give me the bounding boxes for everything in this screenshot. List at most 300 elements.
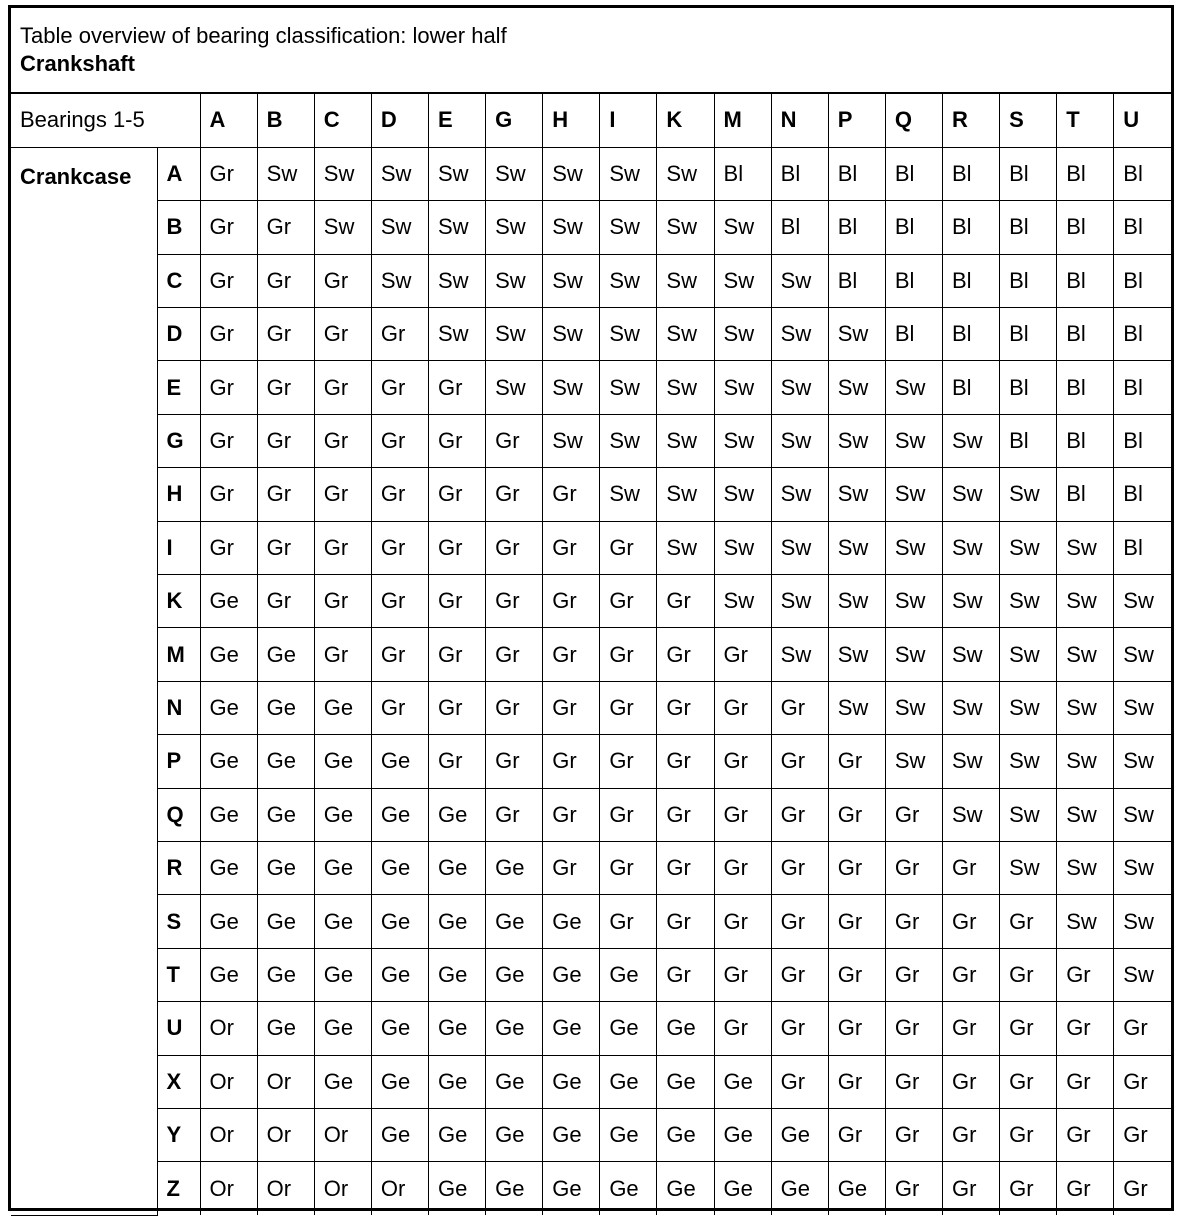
table-cell: Sw bbox=[600, 201, 657, 254]
table-cell: Ge bbox=[257, 948, 314, 1001]
table-row bbox=[11, 468, 1171, 521]
table-cell: Bl bbox=[1057, 414, 1114, 467]
table-cell: Ge bbox=[486, 948, 543, 1001]
table-cell: Sw bbox=[885, 521, 942, 574]
table-cell: Sw bbox=[1114, 841, 1171, 894]
table-cell: Gr bbox=[486, 414, 543, 467]
table-cell: Gr bbox=[885, 1162, 942, 1215]
row-header: E bbox=[157, 361, 200, 414]
table-cell: Ge bbox=[428, 1162, 485, 1215]
table-cell: Gr bbox=[714, 948, 771, 1001]
table-cell: Bl bbox=[942, 147, 999, 200]
bearing-classification-table-frame bbox=[8, 5, 1174, 1211]
table-cell: Sw bbox=[942, 468, 999, 521]
table-cell: Ge bbox=[428, 841, 485, 894]
table-row bbox=[11, 628, 1171, 681]
table-cell: Bl bbox=[1057, 201, 1114, 254]
table-row bbox=[11, 841, 1171, 894]
row-header: A bbox=[157, 147, 200, 200]
table-cell: Sw bbox=[828, 521, 885, 574]
table-cell: Sw bbox=[1000, 468, 1057, 521]
table-cell: Sw bbox=[1057, 788, 1114, 841]
column-header: P bbox=[828, 94, 885, 147]
table-cell: Gr bbox=[314, 308, 371, 361]
table-cell: Ge bbox=[543, 1002, 600, 1055]
table-cell: Ge bbox=[314, 895, 371, 948]
table-cell: Sw bbox=[828, 414, 885, 467]
table-cell: Or bbox=[200, 1108, 257, 1161]
bearing-classification-grid bbox=[11, 94, 1171, 1216]
table-row bbox=[11, 681, 1171, 734]
table-cell: Sw bbox=[942, 628, 999, 681]
table-row bbox=[11, 1055, 1171, 1108]
table-cell: Or bbox=[257, 1055, 314, 1108]
table-cell: Gr bbox=[1057, 1162, 1114, 1215]
column-header: K bbox=[657, 94, 714, 147]
table-cell: Sw bbox=[486, 201, 543, 254]
table-cell: Sw bbox=[600, 468, 657, 521]
table-cell: Or bbox=[371, 1162, 428, 1215]
table-cell: Gr bbox=[885, 841, 942, 894]
table-cell: Sw bbox=[942, 414, 999, 467]
table-cell: Sw bbox=[314, 201, 371, 254]
table-cell: Gr bbox=[486, 735, 543, 788]
row-header: B bbox=[157, 201, 200, 254]
table-cell: Gr bbox=[885, 1108, 942, 1161]
table-cell: Gr bbox=[657, 948, 714, 1001]
table-cell: Bl bbox=[1057, 308, 1114, 361]
table-cell: Gr bbox=[200, 254, 257, 307]
table-cell: Ge bbox=[200, 735, 257, 788]
table-title: Table overview of bearing classification: lower half bbox=[20, 23, 507, 48]
row-header: T bbox=[157, 948, 200, 1001]
table-cell: Gr bbox=[1000, 1055, 1057, 1108]
column-header: D bbox=[371, 94, 428, 147]
table-cell: Gr bbox=[428, 681, 485, 734]
table-cell: Ge bbox=[486, 1055, 543, 1108]
table-row bbox=[11, 147, 1171, 200]
table-cell: Bl bbox=[885, 254, 942, 307]
table-cell: Ge bbox=[486, 841, 543, 894]
table-cell: Ge bbox=[543, 948, 600, 1001]
table-cell: Gr bbox=[371, 414, 428, 467]
table-cell: Sw bbox=[771, 254, 828, 307]
table-cell: Gr bbox=[257, 201, 314, 254]
table-cell: Gr bbox=[600, 788, 657, 841]
table-cell: Gr bbox=[657, 895, 714, 948]
table-cell: Gr bbox=[1114, 1108, 1171, 1161]
row-header: Q bbox=[157, 788, 200, 841]
table-cell: Gr bbox=[600, 521, 657, 574]
table-cell: Ge bbox=[428, 1002, 485, 1055]
table-cell: Ge bbox=[200, 788, 257, 841]
table-cell: Gr bbox=[371, 575, 428, 628]
table-cell: Gr bbox=[486, 575, 543, 628]
table-cell: Bl bbox=[1114, 361, 1171, 414]
table-cell: Gr bbox=[771, 895, 828, 948]
table-cell: Ge bbox=[657, 1002, 714, 1055]
table-cell: Ge bbox=[714, 1055, 771, 1108]
table-cell: Gr bbox=[543, 575, 600, 628]
table-cell: Ge bbox=[371, 895, 428, 948]
table-cell: Gr bbox=[543, 468, 600, 521]
table-cell: Ge bbox=[371, 788, 428, 841]
table-cell: Sw bbox=[1114, 628, 1171, 681]
table-cell: Gr bbox=[200, 201, 257, 254]
table-row bbox=[11, 1108, 1171, 1161]
table-cell: Or bbox=[200, 1055, 257, 1108]
table-cell: Gr bbox=[543, 735, 600, 788]
table-cell: Ge bbox=[314, 788, 371, 841]
table-cell: Ge bbox=[771, 1108, 828, 1161]
table-cell: Sw bbox=[657, 147, 714, 200]
table-cell: Sw bbox=[486, 361, 543, 414]
table-cell: Gr bbox=[600, 575, 657, 628]
row-header: S bbox=[157, 895, 200, 948]
table-cell: Gr bbox=[771, 681, 828, 734]
table-cell: Gr bbox=[771, 788, 828, 841]
table-cell: Sw bbox=[1000, 681, 1057, 734]
table-cell: Sw bbox=[1000, 841, 1057, 894]
table-cell: Gr bbox=[428, 414, 485, 467]
column-header: N bbox=[771, 94, 828, 147]
table-cell: Ge bbox=[200, 575, 257, 628]
table-cell: Bl bbox=[1000, 308, 1057, 361]
row-header: N bbox=[157, 681, 200, 734]
table-cell: Gr bbox=[486, 681, 543, 734]
table-cell: Ge bbox=[428, 895, 485, 948]
table-cell: Sw bbox=[942, 521, 999, 574]
table-cell: Sw bbox=[771, 468, 828, 521]
table-cell: Gr bbox=[771, 735, 828, 788]
table-cell: Sw bbox=[1000, 735, 1057, 788]
table-cell: Sw bbox=[714, 575, 771, 628]
row-header: D bbox=[157, 308, 200, 361]
table-cell: Sw bbox=[1057, 521, 1114, 574]
table-cell: Gr bbox=[942, 841, 999, 894]
table-cell: Gr bbox=[371, 681, 428, 734]
table-cell: Ge bbox=[543, 1108, 600, 1161]
table-cell: Bl bbox=[942, 308, 999, 361]
table-cell: Sw bbox=[1057, 628, 1114, 681]
table-cell: Sw bbox=[1114, 575, 1171, 628]
table-cell: Gr bbox=[885, 1055, 942, 1108]
table-cell: Gr bbox=[314, 521, 371, 574]
table-cell: Sw bbox=[885, 681, 942, 734]
table-cell: Bl bbox=[828, 201, 885, 254]
table-cell: Bl bbox=[1000, 147, 1057, 200]
table-cell: Sw bbox=[428, 147, 485, 200]
table-cell: Gr bbox=[1057, 1055, 1114, 1108]
table-cell: Sw bbox=[714, 201, 771, 254]
table-cell: Gr bbox=[600, 841, 657, 894]
table-cell: Ge bbox=[257, 841, 314, 894]
table-cell: Sw bbox=[1000, 788, 1057, 841]
row-header: G bbox=[157, 414, 200, 467]
table-cell: Gr bbox=[771, 948, 828, 1001]
row-header: P bbox=[157, 735, 200, 788]
table-cell: Gr bbox=[200, 147, 257, 200]
table-cell: Sw bbox=[1057, 575, 1114, 628]
table-cell: Gr bbox=[257, 308, 314, 361]
row-header: M bbox=[157, 628, 200, 681]
table-cell: Bl bbox=[885, 147, 942, 200]
table-cell: Bl bbox=[1057, 361, 1114, 414]
table-cell: Sw bbox=[885, 735, 942, 788]
table-cell: Gr bbox=[543, 521, 600, 574]
table-cell: Ge bbox=[657, 1055, 714, 1108]
table-cell: Sw bbox=[543, 254, 600, 307]
table-cell: Bl bbox=[1057, 147, 1114, 200]
table-cell: Bl bbox=[1114, 414, 1171, 467]
table-cell: Gr bbox=[257, 575, 314, 628]
table-cell: Gr bbox=[657, 788, 714, 841]
table-row bbox=[11, 361, 1171, 414]
table-cell: Sw bbox=[714, 521, 771, 574]
table-cell: Ge bbox=[486, 1162, 543, 1215]
table-cell: Gr bbox=[486, 521, 543, 574]
table-cell: Gr bbox=[257, 521, 314, 574]
table-cell: Gr bbox=[1114, 1002, 1171, 1055]
table-cell: Ge bbox=[371, 948, 428, 1001]
table-cell: Sw bbox=[1000, 575, 1057, 628]
column-header: I bbox=[600, 94, 657, 147]
table-cell: Gr bbox=[371, 468, 428, 521]
table-cell: Sw bbox=[771, 308, 828, 361]
table-row bbox=[11, 1162, 1171, 1215]
table-cell: Gr bbox=[714, 735, 771, 788]
table-cell: Ge bbox=[600, 948, 657, 1001]
row-header: C bbox=[157, 254, 200, 307]
column-header: R bbox=[942, 94, 999, 147]
table-cell: Sw bbox=[371, 147, 428, 200]
table-cell: Gr bbox=[314, 468, 371, 521]
table-row bbox=[11, 895, 1171, 948]
table-cell: Gr bbox=[314, 575, 371, 628]
table-cell: Sw bbox=[657, 201, 714, 254]
table-cell: Sw bbox=[657, 414, 714, 467]
table-cell: Gr bbox=[1000, 948, 1057, 1001]
table-cell: Ge bbox=[200, 841, 257, 894]
header-row bbox=[11, 94, 1171, 147]
table-cell: Gr bbox=[657, 735, 714, 788]
table-cell: Or bbox=[257, 1108, 314, 1161]
table-cell: Bl bbox=[828, 254, 885, 307]
table-cell: Sw bbox=[657, 254, 714, 307]
table-cell: Gr bbox=[828, 1002, 885, 1055]
corner-label: Bearings 1-5 bbox=[11, 94, 200, 147]
table-cell: Ge bbox=[486, 1108, 543, 1161]
column-header: M bbox=[714, 94, 771, 147]
table-cell: Gr bbox=[428, 361, 485, 414]
column-header: T bbox=[1057, 94, 1114, 147]
table-cell: Sw bbox=[885, 628, 942, 681]
table-cell: Ge bbox=[486, 895, 543, 948]
column-header: S bbox=[1000, 94, 1057, 147]
table-cell: Gr bbox=[1057, 1002, 1114, 1055]
table-cell: Sw bbox=[486, 254, 543, 307]
table-cell: Ge bbox=[428, 788, 485, 841]
table-cell: Sw bbox=[1114, 948, 1171, 1001]
table-cell: Ge bbox=[428, 948, 485, 1001]
table-cell: Ge bbox=[371, 735, 428, 788]
table-cell: Sw bbox=[828, 308, 885, 361]
row-header: R bbox=[157, 841, 200, 894]
table-cell: Sw bbox=[942, 788, 999, 841]
table-cell: Sw bbox=[1057, 841, 1114, 894]
table-row bbox=[11, 201, 1171, 254]
table-cell: Gr bbox=[486, 628, 543, 681]
row-header: Z bbox=[157, 1162, 200, 1215]
table-cell: Bl bbox=[942, 201, 999, 254]
table-row bbox=[11, 788, 1171, 841]
table-cell: Ge bbox=[828, 1162, 885, 1215]
table-cell: Ge bbox=[314, 735, 371, 788]
table-cell: Sw bbox=[1114, 735, 1171, 788]
table-cell: Gr bbox=[428, 628, 485, 681]
table-cell: Gr bbox=[200, 414, 257, 467]
table-cell: Bl bbox=[1000, 361, 1057, 414]
table-cell: Sw bbox=[428, 254, 485, 307]
table-cell: Gr bbox=[314, 361, 371, 414]
table-cell: Or bbox=[200, 1002, 257, 1055]
table-cell: Or bbox=[314, 1108, 371, 1161]
table-cell: Ge bbox=[657, 1162, 714, 1215]
table-cell: Ge bbox=[314, 1002, 371, 1055]
table-cell: Gr bbox=[657, 628, 714, 681]
table-cell: Gr bbox=[1000, 1108, 1057, 1161]
table-cell: Gr bbox=[600, 628, 657, 681]
table-cell: Gr bbox=[657, 841, 714, 894]
table-cell: Sw bbox=[428, 308, 485, 361]
table-cell: Sw bbox=[1057, 895, 1114, 948]
table-cell: Sw bbox=[771, 521, 828, 574]
table-cell: Sw bbox=[1000, 628, 1057, 681]
table-cell: Ge bbox=[600, 1002, 657, 1055]
row-header: Y bbox=[157, 1108, 200, 1161]
column-header: H bbox=[543, 94, 600, 147]
table-cell: Gr bbox=[942, 1055, 999, 1108]
table-cell: Ge bbox=[771, 1162, 828, 1215]
table-cell: Ge bbox=[314, 948, 371, 1001]
table-cell: Sw bbox=[771, 414, 828, 467]
table-cell: Sw bbox=[885, 575, 942, 628]
table-cell: Sw bbox=[486, 147, 543, 200]
table-cell: Gr bbox=[885, 788, 942, 841]
table-cell: Gr bbox=[942, 1108, 999, 1161]
table-cell: Sw bbox=[1114, 788, 1171, 841]
table-cell: Gr bbox=[1057, 1108, 1114, 1161]
table-caption bbox=[11, 8, 1171, 94]
table-cell: Gr bbox=[657, 681, 714, 734]
table-row bbox=[11, 1002, 1171, 1055]
table-cell: Gr bbox=[600, 895, 657, 948]
table-cell: Bl bbox=[1057, 468, 1114, 521]
table-cell: Gr bbox=[942, 895, 999, 948]
table-cell: Gr bbox=[428, 735, 485, 788]
table-cell: Sw bbox=[885, 361, 942, 414]
table-cell: Sw bbox=[543, 308, 600, 361]
table-cell: Bl bbox=[1114, 521, 1171, 574]
table-cell: Sw bbox=[371, 201, 428, 254]
table-cell: Sw bbox=[942, 575, 999, 628]
table-row bbox=[11, 254, 1171, 307]
table-cell: Gr bbox=[257, 468, 314, 521]
table-cell: Gr bbox=[486, 468, 543, 521]
table-cell: Ge bbox=[543, 1055, 600, 1108]
table-cell: Ge bbox=[543, 895, 600, 948]
table-cell: Gr bbox=[771, 1002, 828, 1055]
table-cell: Ge bbox=[200, 628, 257, 681]
table-cell: Gr bbox=[828, 841, 885, 894]
row-header: X bbox=[157, 1055, 200, 1108]
row-header: H bbox=[157, 468, 200, 521]
table-cell: Gr bbox=[771, 1055, 828, 1108]
table-cell: Sw bbox=[828, 575, 885, 628]
table-cell: Bl bbox=[1000, 414, 1057, 467]
table-cell: Gr bbox=[1114, 1055, 1171, 1108]
column-header: Q bbox=[885, 94, 942, 147]
table-cell: Gr bbox=[942, 1002, 999, 1055]
table-cell: Gr bbox=[257, 361, 314, 414]
table-cell: Sw bbox=[314, 147, 371, 200]
table-cell: Ge bbox=[600, 1162, 657, 1215]
table-cell: Ge bbox=[600, 1055, 657, 1108]
table-cell: Bl bbox=[828, 147, 885, 200]
table-cell: Bl bbox=[942, 254, 999, 307]
table-cell: Bl bbox=[1000, 254, 1057, 307]
table-cell: Ge bbox=[486, 1002, 543, 1055]
table-cell: Gr bbox=[428, 575, 485, 628]
table-cell: Gr bbox=[200, 308, 257, 361]
table-cell: Sw bbox=[600, 414, 657, 467]
table-cell: Gr bbox=[1114, 1162, 1171, 1215]
table-cell: Gr bbox=[828, 1108, 885, 1161]
table-cell: Sw bbox=[1114, 895, 1171, 948]
table-row bbox=[11, 575, 1171, 628]
table-cell: Ge bbox=[371, 1108, 428, 1161]
table-cell: Gr bbox=[885, 948, 942, 1001]
table-cell: Bl bbox=[1114, 468, 1171, 521]
table-cell: Gr bbox=[371, 628, 428, 681]
table-cell: Gr bbox=[828, 788, 885, 841]
table-cell: Sw bbox=[885, 468, 942, 521]
table-cell: Gr bbox=[428, 468, 485, 521]
table-cell: Sw bbox=[543, 201, 600, 254]
table-cell: Ge bbox=[657, 1108, 714, 1161]
table-cell: Sw bbox=[657, 361, 714, 414]
table-cell: Ge bbox=[314, 841, 371, 894]
table-cell: Sw bbox=[714, 361, 771, 414]
table-cell: Ge bbox=[257, 788, 314, 841]
table-cell: Sw bbox=[771, 575, 828, 628]
table-cell: Gr bbox=[600, 681, 657, 734]
row-header: U bbox=[157, 1002, 200, 1055]
table-cell: Bl bbox=[1114, 147, 1171, 200]
table-cell: Sw bbox=[714, 308, 771, 361]
table-cell: Sw bbox=[600, 147, 657, 200]
table-cell: Sw bbox=[714, 254, 771, 307]
table-cell: Gr bbox=[371, 308, 428, 361]
table-cell: Ge bbox=[371, 1002, 428, 1055]
column-header: C bbox=[314, 94, 371, 147]
table-cell: Gr bbox=[714, 628, 771, 681]
column-header: E bbox=[428, 94, 485, 147]
table-cell: Gr bbox=[200, 521, 257, 574]
table-cell: Ge bbox=[257, 735, 314, 788]
column-header: A bbox=[200, 94, 257, 147]
table-subtitle: Crankshaft bbox=[20, 51, 135, 76]
